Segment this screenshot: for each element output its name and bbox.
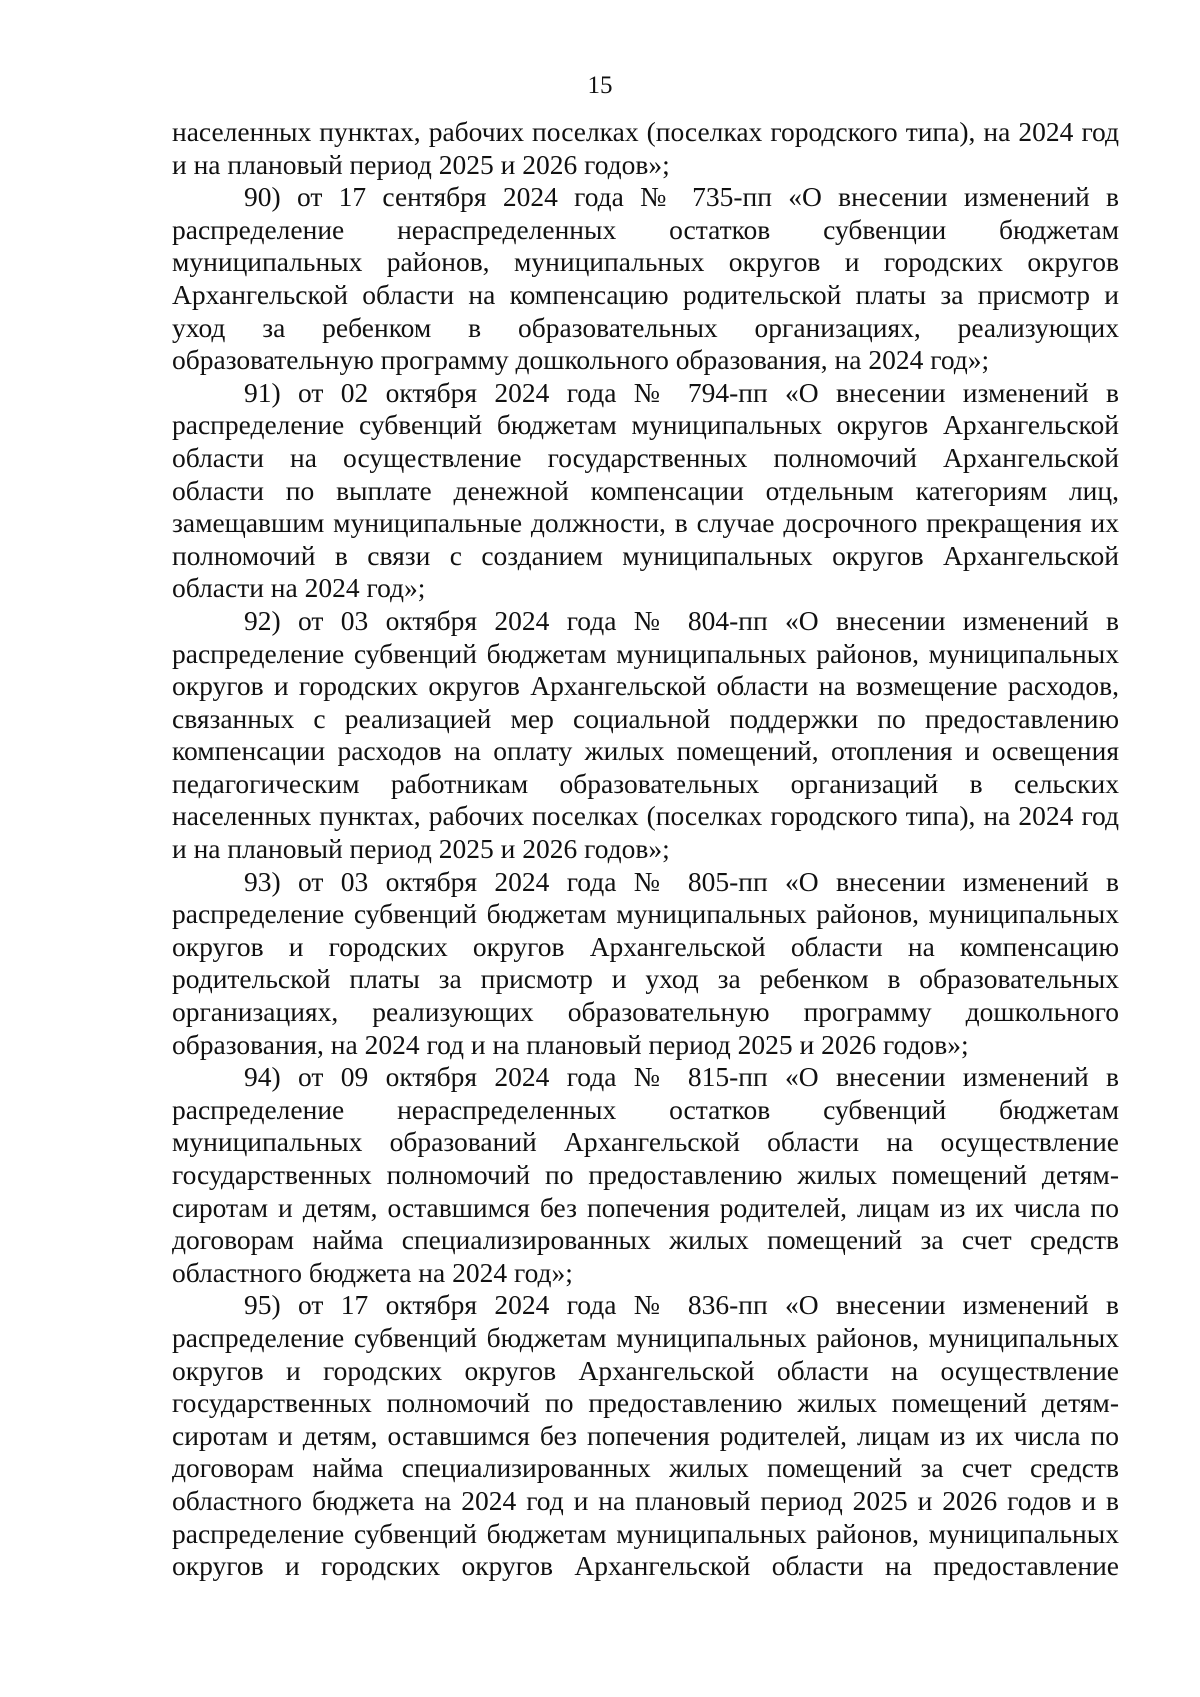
- document-body: [172, 116, 1119, 1583]
- paragraph-continuation: населенных пунктах, рабочих поселках (поселках городского типа), на 2024 год и на плановый период 2025 и 2026 годов»;: [172, 116, 1119, 180]
- page-number: 15: [587, 72, 613, 99]
- list-item-90: 90) от 17 сентября 2024 года № 735-пп «О внесении изменений в распределение нераспределенных остатков субвенции бюджетам муниципальных районов, муниципальных округов и городских округов Архангельской области на компенсацию родительской платы за присмотр и уход за ребенком в образовательных организациях, реализующих образовательную программу дошкольного образования, на 2024 год»;: [172, 181, 1119, 376]
- list-item-95: 95) от 17 октября 2024 года № 836-пп «О внесении изменений в распределение субвенций бюджетам муниципальных районов, муниципальных округов и городских округов Архангельской области на осуществление государственных полномочий по предоставлению жилых помещений детям-сиротам и детям, оставшимся без попечения родителей, лицам из их числа по договорам найма специализированных жилых помещений за счет средств областного бюджета на 2024 год и на плановый период 2025 и 2026 годов и в распределение субвенций бюджетам муниципальных районов, муниципальных округов и городских округов Архангельской области на предоставление: [172, 1289, 1119, 1582]
- list-item-91: 91) от 02 октября 2024 года № 794-пп «О внесении изменений в распределение субвенций бюджетам муниципальных округов Архангельской области на осуществление государственных полномочий Архангельской области по выплате денежной компенсации отдельным категориям лиц, замещавшим муниципальные должности, в случае досрочного прекращения их полномочий в связи с созданием муниципальных округов Архангельской области на 2024 год»;: [172, 376, 1119, 604]
- list-item-94: 94) от 09 октября 2024 года № 815-пп «О внесении изменений в распределение нераспределенных остатков субвенций бюджетам муниципальных образований Архангельской области на осуществление государственных полномочий по предоставлению жилых помещений детям-сиротам и детям, оставшимся без попечения родителей, лицам из их числа по договорам найма специализированных жилых помещений за счет средств областного бюджета на 2024 год»;: [172, 1061, 1119, 1288]
- list-item-92: 92) от 03 октября 2024 года № 804-пп «О внесении изменений в распределение субвенций бюджетам муниципальных районов, муниципальных округов и городских округов Архангельской области на возмещение расходов, связанных с реализацией мер социальной поддержки по предоставлению компенсации расходов на оплату жилых помещений, отопления и освещения педагогическим работникам образовательных организаций в сельских населенных пунктах, рабочих поселках (поселках городского типа), на 2024 год и на плановый период 2025 и 2026 годов»;: [172, 604, 1119, 865]
- list-item-93: 93) от 03 октября 2024 года № 805-пп «О внесении изменений в распределение субвенций бюджетам муниципальных районов, муниципальных округов и городских округов Архангельской области на компенсацию родительской платы за присмотр и уход за ребенком в образовательных организациях, реализующих образовательную программу дошкольного образования, на 2024 год и на плановый период 2025 и 2026 годов»;: [172, 865, 1119, 1060]
